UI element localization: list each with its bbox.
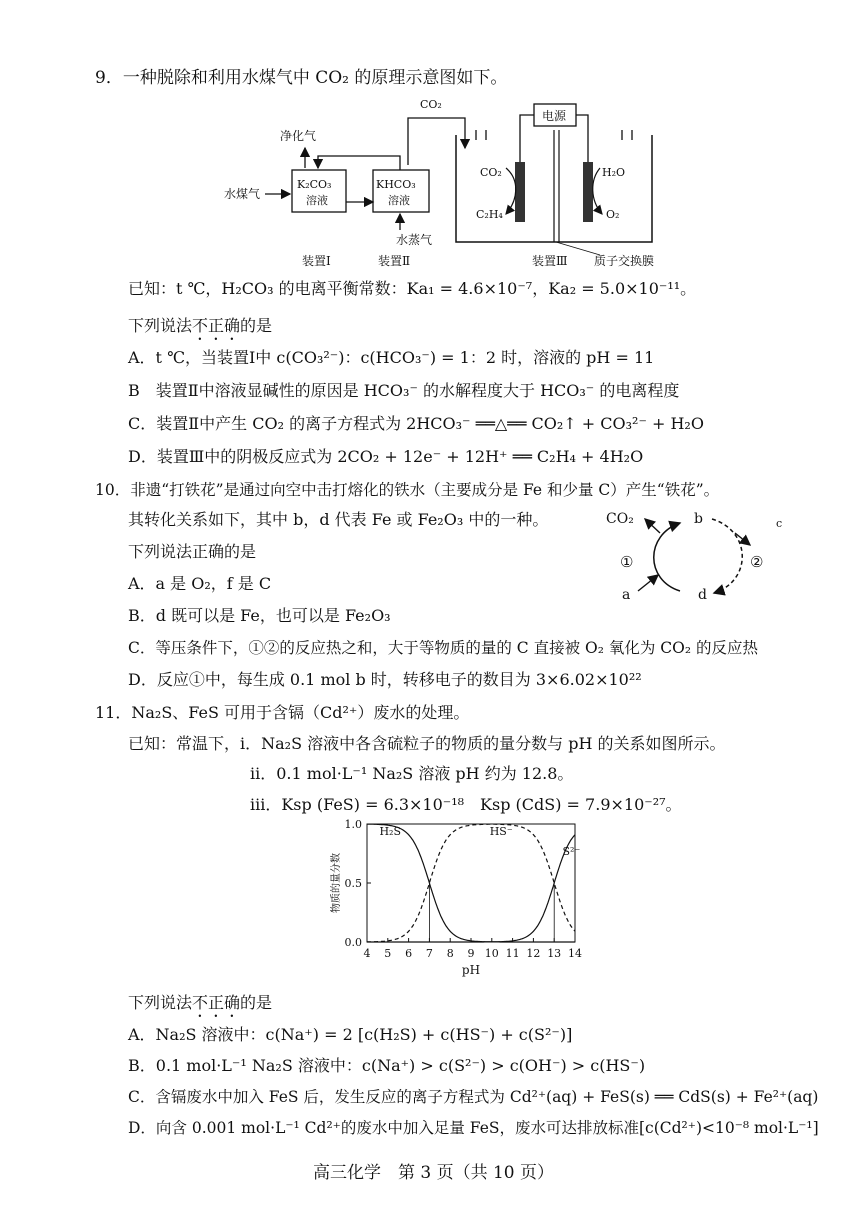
cell-co2: CO₂ — [480, 166, 502, 179]
cycle-2: ② — [750, 553, 764, 571]
cycle-b: b — [694, 511, 703, 527]
device1-label: 装置Ⅰ — [302, 254, 331, 268]
x-tick-label: 14 — [568, 947, 582, 960]
x-tick-label: 13 — [547, 947, 562, 960]
cell-o2: O₂ — [606, 208, 620, 221]
cycle-1: ① — [620, 553, 634, 571]
y-tick-label: 0.0 — [344, 936, 362, 949]
q11-chart — [325, 818, 595, 986]
cathode — [515, 162, 525, 222]
q9-option-c: C．装置Ⅱ中产生 CO₂ 的离子方程式为 2HCO₃⁻ ══△══ CO₂↑ + CO₃²⁻ + H₂O — [128, 414, 704, 433]
box2-l2: 溶液 — [388, 194, 410, 207]
water-gas-label: 水煤气 — [224, 187, 261, 201]
cell-h2o: H₂O — [602, 166, 626, 179]
x-tick-label: 5 — [384, 947, 392, 960]
q11-known-ii: ii．0.1 mol·L⁻¹ Na₂S 溶液 pH 约为 12.8。 — [250, 764, 574, 783]
q11-option-c: C．含镉废水中加入 FeS 后，发生反应的离子方程式为 Cd²⁺(aq) + FeS(s) ══ CdS(s) + Fe²⁺(aq) — [128, 1088, 819, 1106]
series-h2s — [367, 824, 575, 942]
q10-option-d: D．反应①中，每生成 0.1 mol b 时，转移电子的数目为 3×6.02×10²² — [128, 670, 642, 689]
membrane-label: 质子交换膜 — [594, 254, 655, 268]
x-tick-label: 7 — [425, 947, 433, 960]
x-tick-label: 12 — [526, 947, 541, 960]
q9-option-a: A．t ℃，当装置Ⅰ中 c(CO₃²⁻)：c(HCO₃⁻) = 1：2 时，溶液的 pH = 11 — [128, 348, 655, 367]
device3-label: 装置Ⅲ — [532, 254, 568, 268]
q10-option-b: B．d 既可以是 Fe，也可以是 Fe₂O₃ — [128, 606, 391, 625]
q9-diagram — [210, 90, 680, 275]
x-tick-label: 10 — [484, 947, 499, 960]
cell-c2h4: C₂H₄ — [476, 208, 503, 221]
q10-ask: 下列说法正确的是 — [128, 542, 257, 561]
anode — [583, 162, 593, 222]
q9-option-b: B 装置Ⅱ中溶液显碱性的原因是 HCO₃⁻ 的水解程度大于 HCO₃⁻ 的电离程度 — [128, 381, 680, 400]
purified-gas-label: 净化气 — [280, 129, 317, 143]
y-tick-label: 0.5 — [344, 877, 362, 890]
x-tick-label: 11 — [505, 947, 520, 960]
y-tick-label: 1.0 — [344, 818, 362, 831]
x-axis-label: pH — [461, 963, 481, 977]
q10-option-c: C．等压条件下，①②的反应热之和，大于等物质的量的 C 直接被 O₂ 氧化为 CO₂ 的反应热 — [128, 639, 758, 657]
legend-series-h2s: H₂S — [379, 825, 402, 838]
q10-stem-1: 10．非遗“打铁花”是通过向空中击打熔化的铁水（主要成分是 Fe 和少量 C）产生“铁花”。 — [95, 481, 720, 499]
device2-label: 装置Ⅱ — [378, 254, 411, 268]
x-tick-label: 8 — [446, 947, 454, 960]
y-axis-label: 物质的量分数 — [331, 853, 342, 913]
q10-stem-2: 其转化关系如下，其中 b，d 代表 Fe 或 Fe₂O₃ 中的一种。 — [128, 510, 549, 529]
q9-option-d: D．装置Ⅲ中的阴极反应式为 2CO₂ + 12e⁻ + 12H⁺ ══ C₂H₄ + 4H₂O — [128, 447, 644, 466]
cycle-c: c — [776, 517, 783, 530]
cycle-d: d — [698, 587, 707, 603]
q10-cycle-diagram — [590, 505, 800, 605]
series-s2 — [367, 835, 575, 942]
q11-known-i: 已知：常温下，i．Na₂S 溶液中各含硫粒子的物质的量分数与 pH 的关系如图所示。 — [128, 734, 726, 753]
x-tick-label: 6 — [405, 947, 413, 960]
page-footer: 高三化学 第 3 页（共 10 页） — [312, 1163, 555, 1183]
q11-ask: 下列说法不正确的是 — [128, 993, 273, 1012]
q9-ask: 下列说法不正确的是 — [128, 316, 273, 335]
x-tick-label: 9 — [467, 947, 475, 960]
legend-series-s2: S²⁻ — [562, 845, 581, 858]
box1-l2: 溶液 — [306, 194, 328, 207]
cycle-co2: CO₂ — [606, 511, 634, 527]
q11-stem: 11．Na₂S、FeS 可用于含镉（Cd²⁺）废水的处理。 — [95, 703, 470, 722]
q11-option-d: D．向含 0.001 mol·L⁻¹ Cd²⁺的废水中加入足量 FeS，废水可达排放标准[c(Cd²⁺)<10⁻⁸ mol·L⁻¹] — [128, 1119, 819, 1137]
q11-known-iii: iii．Ksp (FeS) = 6.3×10⁻¹⁸ Ksp (CdS) = 7.9×10⁻²⁷。 — [250, 795, 682, 814]
q11-option-a: A．Na₂S 溶液中：c(Na⁺) = 2 [c(H₂S) + c(HS⁻) + c(S²⁻)] — [128, 1025, 573, 1044]
box2-l1: KHCO₃ — [376, 178, 416, 191]
power-label: 电源 — [542, 109, 567, 123]
steam-label: 水蒸气 — [396, 233, 433, 247]
q9-stem: 9．一种脱除和利用水煤气中 CO₂ 的原理示意图如下。 — [95, 68, 508, 88]
chart-frame — [367, 824, 575, 942]
q10-option-a: A．a 是 O₂，f 是 C — [128, 574, 272, 593]
cycle-a: a — [622, 587, 631, 603]
q11-option-b: B．0.1 mol·L⁻¹ Na₂S 溶液中：c(Na⁺) > c(S²⁻) > c(OH⁻) > c(HS⁻) — [128, 1056, 646, 1075]
legend-series-hs: HS⁻ — [489, 825, 513, 838]
series-hs — [367, 824, 575, 942]
box1-l1: K₂CO₃ — [297, 178, 332, 191]
co2-top-label: CO₂ — [420, 98, 442, 111]
q9-known: 已知：t ℃，H₂CO₃ 的电离平衡常数：Ka₁ = 4.6×10⁻⁷，Ka₂ = 5.0×10⁻¹¹。 — [128, 279, 697, 298]
x-tick-label: 4 — [363, 947, 371, 960]
